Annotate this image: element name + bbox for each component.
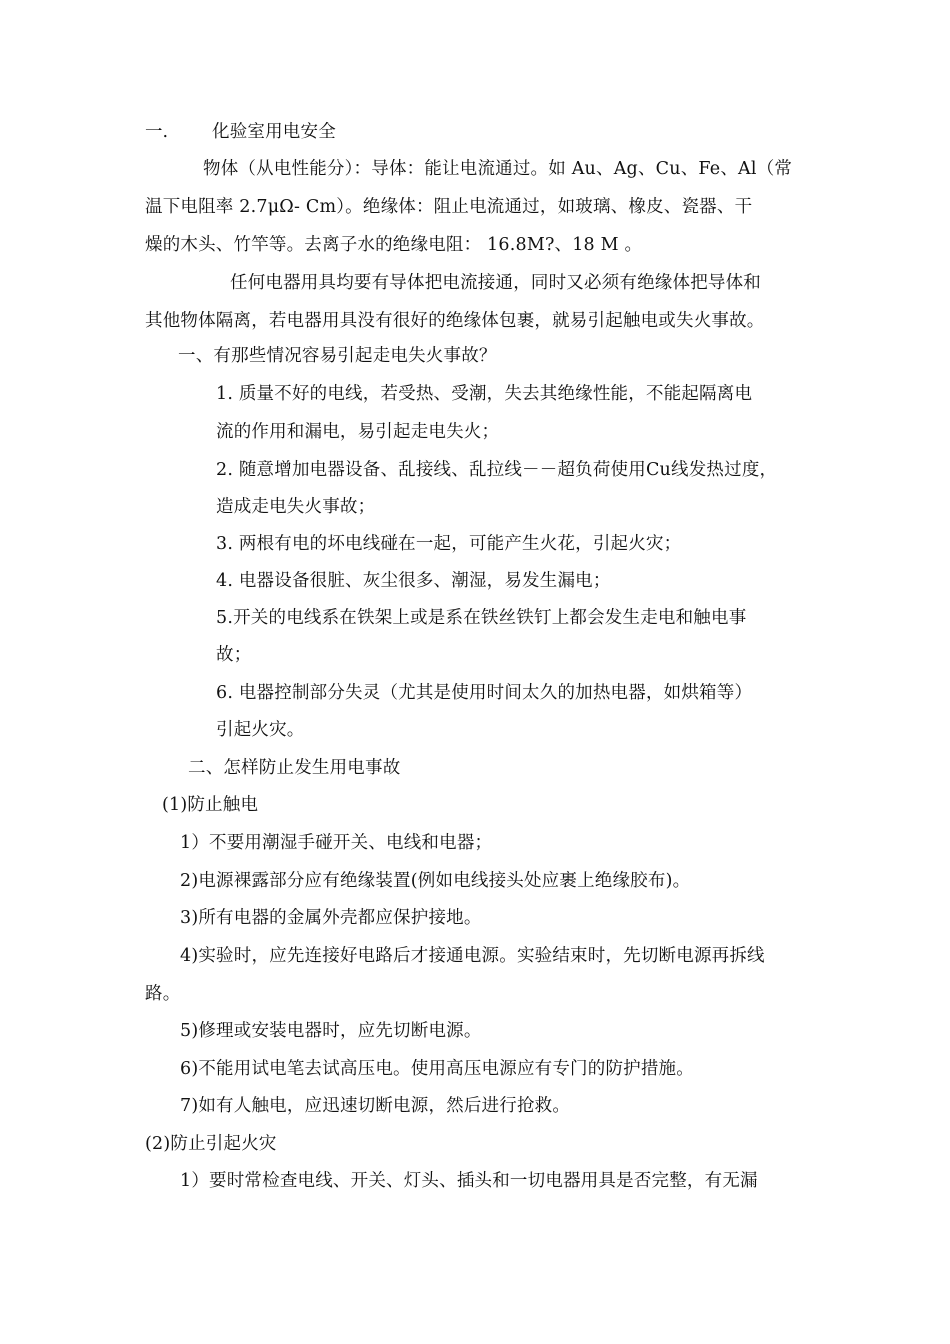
subsection-1-item-4-line-2: 路。 bbox=[145, 984, 181, 1004]
subsection-1-item-2: 2)电源裸露部分应有绝缘装置(例如电线接头处应裹上绝缘胶布)。 bbox=[180, 871, 691, 891]
subsection-1-item-1: 1）不要用潮湿手碰开关、电线和电器； bbox=[180, 833, 493, 853]
section-1-item-5-line-1: 5.开关的电线系在铁架上或是系在铁丝铁钉上都会发生走电和触电事 bbox=[216, 608, 747, 628]
paragraph-2-line-1: 任何电器用具均要有导体把电流接通，同时又必须有绝缘体把导体和 bbox=[230, 273, 761, 293]
heading-number: 一. bbox=[145, 122, 169, 142]
section-1-item-6-line-1: 6. 电器控制部分失灵（尤其是使用时间太久的加热电器，如烘箱等） bbox=[216, 683, 753, 703]
section-1-item-3: 3. 两根有电的坏电线碰在一起，可能产生火花，引起火灾； bbox=[216, 534, 682, 554]
subsection-1-item-4-line-1: 4)实验时，应先连接好电路后才接通电源。实验结束时，先切断电源再拆线 bbox=[180, 946, 765, 966]
subsection-1-item-3: 3)所有电器的金属外壳都应保护接地。 bbox=[180, 908, 482, 928]
subsection-1-item-5: 5)修理或安装电器时，应先切断电源。 bbox=[180, 1021, 482, 1041]
page-title: 化验室用电安全 bbox=[212, 122, 336, 142]
section-1-item-2-line-2: 造成走电失火事故； bbox=[216, 497, 376, 517]
subsection-2-item-1-line-1: 1）要时常检查电线、开关、灯头、插头和一切电器用具是否完整，有无漏 bbox=[180, 1171, 758, 1191]
subsection-2-title: (2)防止引起火灾 bbox=[145, 1134, 277, 1154]
subsection-1-title: (1)防止触电 bbox=[162, 795, 259, 815]
intro-line-3: 燥的木头、竹竿等。去离子水的绝缘电阻： 16.8M?、18 M 。 bbox=[145, 235, 643, 255]
section-1-item-5-line-2: 故； bbox=[216, 645, 252, 665]
subsection-1-item-7: 7)如有人触电，应迅速切断电源，然后进行抢救。 bbox=[180, 1096, 571, 1116]
section-1-item-2-line-1: 2. 随意增加电器设备、乱接线、乱拉线－－超负荷使用Cu线发热过度， bbox=[216, 460, 778, 480]
section-1-item-1-line-2: 流的作用和漏电，易引起走电失火； bbox=[216, 422, 500, 442]
intro-line-2: 温下电阻率 2.7μΩ- Cm）。绝缘体：阻止电流通过，如玻璃、橡皮、瓷器、干 bbox=[145, 197, 753, 217]
section-1-item-6-line-2: 引起火灾。 bbox=[216, 720, 305, 740]
section-2-title: 二、怎样防止发生用电事故 bbox=[188, 758, 401, 778]
section-1-item-1-line-1: 1. 质量不好的电线，若受热、受潮，失去其绝缘性能，不能起隔离电 bbox=[216, 384, 753, 404]
intro-line-1: 物体（从电性能分）：导体：能让电流通过。如 Au、Ag、Cu、Fe、Al（常 bbox=[203, 159, 793, 179]
section-1-title: 一、有那些情况容易引起走电失火事故？ bbox=[178, 346, 497, 366]
section-1-item-4: 4. 电器设备很脏、灰尘很多、潮湿，易发生漏电； bbox=[216, 571, 611, 591]
subsection-1-item-6: 6)不能用试电笔去试高压电。使用高压电源应有专门的防护措施。 bbox=[180, 1059, 694, 1079]
paragraph-2-line-2: 其他物体隔离，若电器用具没有很好的绝缘体包裹，就易引起触电或失火事故。 bbox=[145, 311, 765, 331]
